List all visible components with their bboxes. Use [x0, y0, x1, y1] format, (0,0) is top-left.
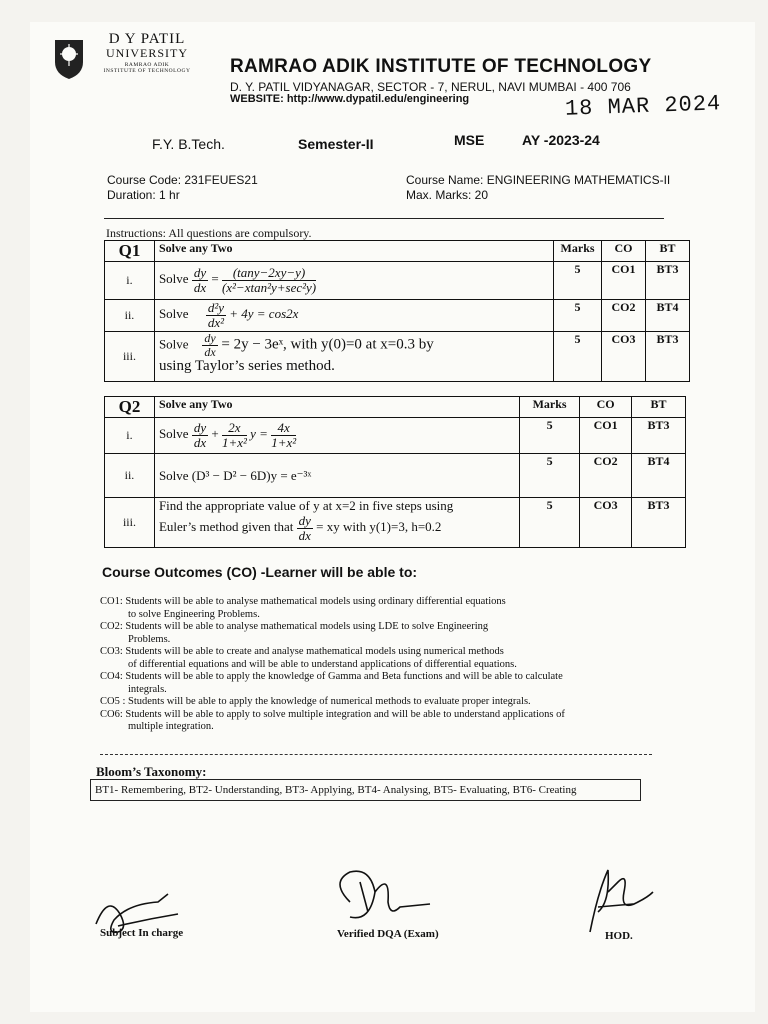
q2-title: Solve any Two: [154, 397, 519, 418]
q2-i-d2: 1+x²: [221, 435, 247, 450]
instructions: Instructions: All questions are compulsory.: [106, 226, 312, 240]
q2-i-n3: 4x: [271, 421, 296, 436]
q1-iii-label: iii.: [105, 332, 155, 382]
co5-line1: CO5 : Students will be able to apply the knowledge of numerical methods to evaluate proper integrals.: [100, 696, 531, 707]
q2-ii-co: CO2: [580, 454, 632, 498]
date-stamp: 18 MAR 2024: [564, 91, 722, 122]
q1-ii-label: ii.: [105, 300, 155, 332]
q2-iii-den: dx: [298, 527, 311, 543]
q2-table: [104, 396, 686, 548]
logo-line2: UNIVERSITY: [106, 46, 188, 60]
institute-name: RAMRAO ADIK INSTITUTE OF TECHNOLOGY: [230, 56, 652, 77]
co4-line1: CO4: Students will be able to apply the knowledge of Gamma and Beta functions and will be able to calculate: [100, 671, 563, 682]
q2-iii-marks: 5: [520, 498, 580, 548]
subject-incharge-label: Subject In charge: [100, 927, 184, 939]
q2-co-header: CO: [580, 397, 632, 418]
q2-iii-bt: BT3: [632, 498, 686, 548]
q1-marks-header: Marks: [554, 241, 602, 262]
co1-line1: CO1: Students will be able to analyse mathematical models using ordinary differential equations: [100, 596, 506, 607]
exam-type: MSE: [454, 132, 485, 148]
q1-ii-num: d²y: [207, 300, 224, 316]
q2-number: Q2: [105, 397, 155, 418]
q1-iii-num: dy: [204, 331, 216, 345]
q1-co-header: CO: [602, 241, 646, 262]
q1-ii-rest: + 4y = cos2x: [229, 306, 299, 322]
q2-iii-label: iii.: [105, 498, 155, 548]
q2-iii-num: dy: [298, 513, 311, 528]
q1-bt-header: BT: [646, 241, 690, 262]
q1-iii-den: dx: [204, 344, 216, 359]
verified-label: Verified DQA (Exam): [337, 928, 439, 940]
crest-icon: [52, 36, 86, 80]
q1-ii-marks: 5: [554, 300, 602, 332]
q1-iii-rest: = 2y − 3eˣ, with y(0)=0 at x=0.3 by: [221, 336, 434, 353]
q2-ii-label: ii.: [105, 454, 155, 498]
bloom-title: Bloom’s Taxonomy:: [96, 764, 207, 779]
q2-bt-header: BT: [632, 397, 686, 418]
q1-i-rden: (x²−xtan²y+sec²y): [221, 280, 317, 295]
q2-i-mid: y =: [250, 426, 268, 442]
q2-i-label: i.: [105, 418, 155, 454]
q2-i-question: Solve $\frac{dy}{dx}$ + $\frac{2x}{\text{1+x²}}$ y = $\frac{4x}{\text{1+x²}}$: [154, 418, 519, 454]
q1-iii-question: [154, 332, 553, 382]
q2-iii-co: CO3: [580, 498, 632, 548]
q2-i-co: CO1: [580, 418, 632, 454]
q1-i-marks: 5: [554, 262, 602, 300]
q2-i-bt: BT3: [632, 418, 686, 454]
q2-ii-bt: BT4: [632, 454, 686, 498]
q1-i-rnum: (tany−2xy−y): [222, 266, 316, 281]
logo-line4: INSTITUTE OF TECHNOLOGY: [103, 67, 191, 74]
q2-i-solve: Solve: [158, 426, 189, 442]
q1-table: [104, 240, 690, 382]
co2-line1: CO2: Students will be able to analyse mathematical models using LDE to solve Engineering: [100, 621, 489, 632]
q1-iii-bt: BT3: [646, 332, 690, 382]
institute-website: WEBSITE: http://www.dypatil.edu/engineering: [230, 93, 470, 105]
q1-i-co: CO1: [602, 262, 646, 300]
co1-line2: to solve Engineering Problems.: [128, 608, 260, 620]
q1-iii-line2: using Taylor’s series method.: [158, 358, 335, 375]
q1-iii-solve: Solve: [158, 336, 189, 352]
outcomes-title: Course Outcomes (CO) -Learner will be able to:: [102, 564, 418, 580]
q1-i-bt: BT3: [646, 262, 690, 300]
co3-line1: CO3: Students will be able to create and analyse mathematical models using numerical methods: [100, 646, 504, 657]
q2-iii-question: [154, 498, 519, 548]
course-name: Course Name: ENGINEERING MATHEMATICS-II: [406, 173, 671, 187]
university-logo: [52, 32, 202, 104]
q1-title: Solve any Two: [154, 241, 553, 262]
institute-address: D. Y. PATIL VIDYANAGAR, SECTOR - 7, NERUL, NAVI MUMBAI - 400 706: [230, 80, 631, 94]
co3-line2: of differential equations and will be able to understand applications of differential equations.: [128, 658, 517, 670]
q1-i-label: i.: [105, 262, 155, 300]
q2-ii-marks: 5: [520, 454, 580, 498]
q1-i-solve: Solve: [158, 271, 189, 287]
q1-i-num: dy: [193, 265, 207, 281]
semester: Semester-II: [298, 136, 374, 152]
q2-iii-post: = xy with y(1)=3, h=0.2: [316, 519, 442, 535]
program: F.Y. B.Tech.: [152, 136, 225, 152]
q1-iii-marks: 5: [554, 332, 602, 382]
q1-ii-question: [154, 300, 553, 332]
q2-iii-line1: Find the appropriate value of y at x=2 in five steps using: [158, 498, 454, 513]
q1-iii-co: CO3: [602, 332, 646, 382]
q2-i-d3: 1+x²: [271, 435, 297, 450]
q1-number: Q1: [105, 241, 155, 262]
max-marks: Max. Marks: 20: [406, 188, 489, 202]
q2-i-d1: dx: [193, 435, 207, 450]
q2-i-n1: dy: [193, 420, 207, 436]
q1-ii-solve: Solve: [158, 306, 189, 322]
duration: Duration: 1 hr: [107, 188, 180, 202]
q2-i-marks: 5: [520, 418, 580, 454]
q1-ii-bt: BT4: [646, 300, 690, 332]
q2-i-n2: 2x: [222, 421, 247, 436]
co6-line1: CO6: Students will be able to apply to solve multiple integration and will be able to understand applications of: [100, 708, 565, 720]
dashed-divider: [100, 754, 652, 755]
header-rule: [104, 218, 664, 219]
q2-iii-pre: Euler’s method given that: [158, 519, 294, 535]
q1-ii-den: dx²: [207, 315, 224, 330]
co4-line2: integrals.: [128, 683, 167, 695]
bloom-taxonomy: BT1- Remembering, BT2- Understanding, BT3- Applying, BT4- Analysing, BT5- Evaluating, BT6- Creating: [90, 779, 641, 801]
logo-line1: D Y PATIL: [108, 31, 186, 47]
q1-i-den: dx: [193, 280, 207, 295]
outcomes-list: [100, 596, 660, 734]
course-code: Course Code: 231FEUES21: [107, 173, 258, 187]
hod-label: HOD.: [605, 930, 633, 942]
co2-line2: Problems.: [128, 633, 171, 645]
q1-ii-co: CO2: [602, 300, 646, 332]
academic-year: AY -2023-24: [522, 132, 600, 148]
q2-ii-question: Solve (D³ − D² − 6D)y = e⁻³ˣ: [154, 454, 519, 498]
q1-i-question: Solve $\frac{dy}{dx}$ = $\frac{(\tan y-2xy-y)}{\text{(x²−xtan²y+sec²y)}}$: [154, 262, 553, 300]
logo-line3: RAMRAO ADIK: [124, 62, 170, 68]
q2-marks-header: Marks: [520, 397, 580, 418]
co6-line2: multiple integration.: [128, 721, 214, 732]
